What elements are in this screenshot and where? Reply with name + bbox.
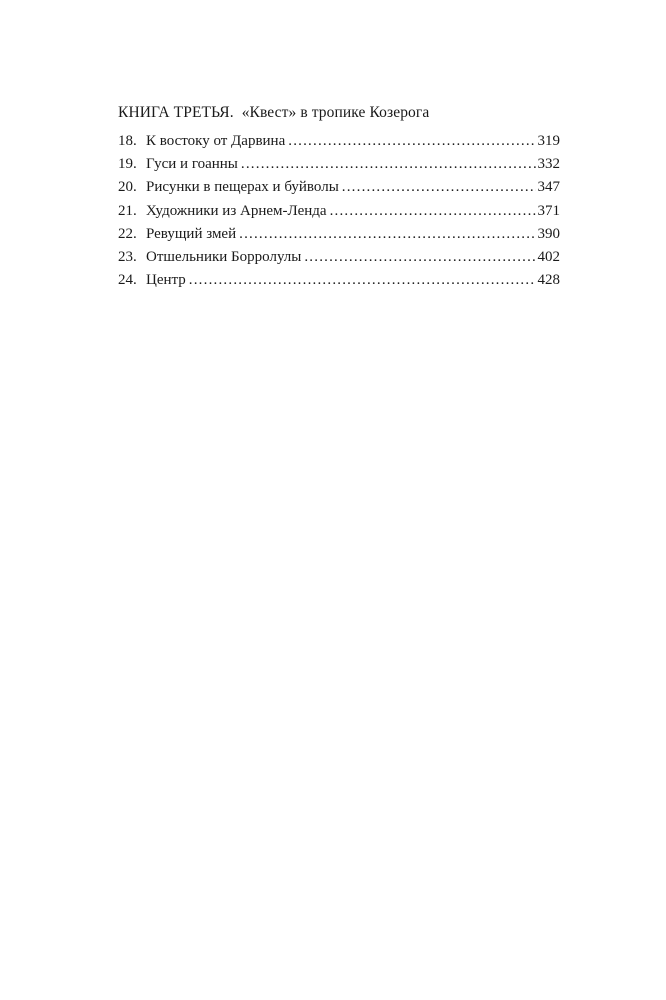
toc-entry	[118, 176, 560, 199]
page-number: 428	[537, 272, 560, 289]
page-number: 319	[537, 133, 560, 149]
chapter-number: 20.	[118, 179, 137, 196]
dot-leader	[241, 153, 536, 176]
page-number: 371	[537, 202, 560, 219]
chapter-title: Рисунки в пещерах и буйволы	[146, 179, 339, 196]
toc-entry	[118, 269, 560, 292]
chapter-number: 19.	[118, 156, 137, 173]
chapter-number: 24.	[118, 272, 137, 289]
chapter-number: 21.	[118, 202, 137, 219]
toc-entry	[118, 200, 560, 223]
toc-entry	[118, 223, 560, 246]
book-subtitle: «Квест» в тропике Козерога	[241, 104, 430, 121]
dot-leader	[330, 200, 536, 223]
toc-list	[118, 130, 560, 292]
dot-leader	[342, 176, 536, 199]
toc-entry	[118, 153, 560, 176]
chapter-title: Отшельники Борролулы	[146, 248, 302, 265]
chapter-number: 18.	[118, 133, 137, 149]
page-number: 390	[537, 225, 560, 242]
toc-entry	[118, 130, 560, 153]
page-number: 347	[537, 179, 560, 196]
chapter-title: К востоку от Дарвина	[146, 133, 286, 149]
book-label: КНИГА ТРЕТЬЯ.	[118, 104, 234, 121]
dot-leader	[304, 246, 535, 269]
toc-entry	[118, 246, 560, 269]
chapter-title: Ревущий змей	[146, 225, 237, 242]
page-number: 402	[537, 248, 560, 265]
chapter-title: Центр	[146, 272, 186, 289]
page-number: 332	[537, 156, 560, 173]
chapter-title: Художники из Арнем-Ленда	[146, 202, 327, 219]
dot-leader	[288, 130, 535, 153]
dot-leader	[189, 269, 536, 292]
dot-leader	[239, 223, 535, 246]
book-heading	[118, 102, 560, 124]
chapter-number: 23.	[118, 248, 137, 265]
chapter-title: Гуси и гоанны	[146, 156, 238, 173]
chapter-number: 22.	[118, 225, 137, 242]
table-of-contents	[118, 102, 560, 292]
